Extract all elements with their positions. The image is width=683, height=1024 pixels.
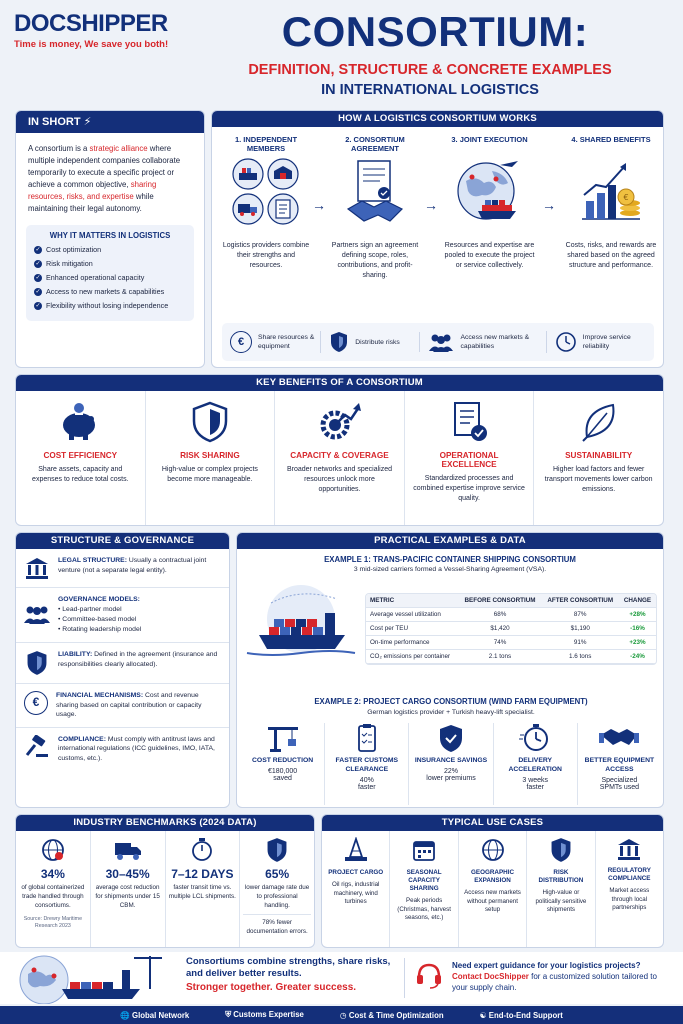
- table-cell: -16%: [619, 622, 656, 636]
- use-case-item: [527, 831, 595, 947]
- shield-icon: [329, 331, 349, 353]
- why-item: ✓ Access to new markets & capabilities: [35, 287, 165, 296]
- footer-cta: [452, 960, 674, 993]
- ex2-item-note: saved: [273, 775, 292, 782]
- use-cases-row: [322, 831, 663, 947]
- table-cell: 68%: [459, 608, 542, 622]
- how-title: HOW A LOGISTICS CONSORTIUM WORKS: [212, 111, 663, 127]
- stopwatch-icon: [189, 837, 215, 863]
- check-icon: ✓: [35, 302, 41, 309]
- benchmark-item: [166, 831, 241, 947]
- ex2-item-title: COST REDUCTION: [252, 757, 314, 764]
- bottom-item-customs: ⛨ Customs Expertise: [225, 1010, 304, 1019]
- handshake-icon: [599, 723, 639, 753]
- ex2-item-value: Specialized: [601, 777, 638, 784]
- footer-msg-1: Consortiums combine strengths, share risks, and deliver better results.: [186, 956, 391, 979]
- why-item: ✓ Cost optimization: [35, 245, 102, 254]
- table-cell: 91%: [541, 636, 618, 650]
- stopwatch-icon: [518, 723, 552, 753]
- table-cell: $1,190: [541, 622, 618, 636]
- table-row: [366, 622, 656, 636]
- shield-icon: [190, 401, 230, 443]
- table-cell: 74%: [459, 636, 542, 650]
- benchmark-text: average cost reduction for shipments under 15 CBM.: [95, 884, 160, 909]
- cta-text: Contact DocShipper for a customized solution tailored to your supply chain.: [452, 972, 657, 992]
- step-text: Logistics providers combine their strengths and resources.: [222, 242, 310, 269]
- structure-legal: LEGAL STRUCTURE: Usually a contractual joint venture (not a separate legal entity).: [16, 549, 229, 588]
- step-title: 2. CONSORTIUM AGREEMENT: [345, 135, 405, 153]
- contact-link[interactable]: Contact DocShipper: [452, 972, 529, 981]
- benefit-operational-excellence: [405, 391, 535, 525]
- table-row: [366, 650, 656, 664]
- table-cell: Average vessel utilization: [366, 608, 459, 622]
- piggy-bank-icon: [57, 401, 103, 441]
- arrow-icon: →: [542, 197, 556, 213]
- benefit-capacity-coverage: [275, 391, 405, 525]
- svg-text:€: €: [623, 193, 629, 202]
- ex2-item: [494, 723, 578, 805]
- gavel-icon: [24, 735, 50, 759]
- arrow-icon: →: [424, 197, 438, 213]
- structure-liability: LIABILITY: Defined in the agreement (insurance and responsibilities clearly allocated).: [16, 643, 229, 684]
- structure-compliance: COMPLIANCE: Must comply with antitrust laws and international regulations (ICC guidelines, IMO, IATA, customs, etc.).: [16, 728, 229, 771]
- team-icon: [24, 603, 50, 625]
- use-case-item: [390, 831, 458, 947]
- use-case-title: REGULATORY COMPLIANCE: [607, 867, 651, 882]
- ex2-item: [241, 723, 325, 805]
- bottom-strip: [0, 1006, 683, 1024]
- table-cell: 87%: [541, 608, 618, 622]
- header: [0, 0, 683, 108]
- page-subtitle-2: IN INTERNATIONAL LOGISTICS: [321, 82, 539, 98]
- page-subtitle-1: DEFINITION, STRUCTURE & CONCRETE EXAMPLES: [248, 62, 612, 78]
- truck-icon: [113, 837, 143, 863]
- table-cell: 1.6 tons: [541, 650, 618, 664]
- ex2-title: EXAMPLE 2: PROJECT CARGO CONSORTIUM (WIND FARM EQUIPMENT): [314, 697, 588, 706]
- use-case-text: Oil rigs, industrial machinery, wind turbines: [331, 881, 380, 905]
- use-cases-title: TYPICAL USE CASES: [322, 815, 663, 831]
- in-short-panel: [15, 110, 205, 368]
- step-text: Partners sign an agreement defining scope, roles, contributions, and profit-sharing.: [331, 242, 419, 279]
- globe-icon: [480, 837, 506, 863]
- use-cases-panel: [321, 814, 664, 948]
- footer-message: [186, 956, 396, 993]
- step-title: 4. SHARED BENEFITS: [571, 135, 651, 144]
- benchmark-source: Source: Drewry Maritime Research 2023: [23, 916, 83, 929]
- use-case-text: Access new markets without permanent setup: [464, 889, 521, 913]
- ex2-item-value: 3 weeks: [522, 777, 549, 784]
- handshake-icon: ☯: [479, 1010, 487, 1020]
- use-case-title: RISK DISTRIBUTION: [538, 869, 584, 884]
- how-panel: [211, 110, 664, 368]
- perk-distribute-risks: Distribute risks: [320, 331, 419, 353]
- benefit-cost-efficiency: [16, 391, 146, 525]
- tagline: Time is money, We save you both!: [14, 39, 169, 50]
- shield-icon: [548, 837, 574, 863]
- why-box: [26, 225, 194, 321]
- clock-icon: ◷: [339, 1010, 347, 1020]
- table-cell: +23%: [619, 636, 656, 650]
- use-case-text: Market access through local partnerships: [609, 887, 650, 911]
- bottom-item-support: ☯ End-to-End Support: [479, 1010, 563, 1020]
- shield-icon: ⛨: [225, 1010, 232, 1019]
- check-icon: ✓: [35, 246, 41, 253]
- perk-improve-reliability: Improve service reliability: [546, 331, 654, 353]
- benchmarks-panel: [15, 814, 315, 948]
- benefit-title: CAPACITY & COVERAGE: [290, 451, 389, 460]
- ex2-item-value: €180,000: [268, 768, 298, 775]
- gov-item: • Lead-partner model: [58, 606, 122, 613]
- globe-ship-icon: [10, 952, 170, 1004]
- check-icon: ✓: [35, 260, 41, 267]
- headset-icon: [414, 960, 444, 990]
- benefit-title: COST EFFICIENCY: [43, 451, 118, 460]
- ex2-subtitle: German logistics provider + Turkish heavy-lift specialist.: [367, 709, 535, 716]
- cta-question: Need expert guidance for your logistics projects?: [452, 961, 641, 970]
- table-cell: -24%: [619, 650, 656, 664]
- benefits-title: KEY BENEFITS OF A CONSORTIUM: [16, 375, 663, 391]
- check-icon: ✓: [35, 274, 41, 281]
- step-title: 1. INDEPENDENT MEMBERS: [234, 135, 298, 153]
- structure-financial: € FINANCIAL MECHANISMS: Cost and revenue sharing based on capital contribution or capacity usage.: [16, 684, 229, 728]
- table-cell: $1,420: [459, 622, 542, 636]
- gear-growth-icon: [317, 401, 361, 443]
- footer-divider: [404, 958, 405, 998]
- ex2-item-title: BETTER EQUIPMENT ACCESS: [584, 757, 655, 773]
- step-text: Costs, risks, and rewards are shared based on the agreed structure and performance.: [565, 242, 657, 269]
- benefit-sustainability: [534, 391, 663, 525]
- ex2-item-title: FASTER CUSTOMS CLEARANCE: [335, 757, 399, 773]
- ex2-item-value: 40%: [359, 777, 374, 784]
- ex2-item-title: INSURANCE SAVINGS: [414, 757, 488, 764]
- ex2-item: [578, 723, 661, 805]
- ex1-table: [365, 593, 657, 665]
- benchmark-value: 34%: [40, 867, 65, 881]
- benefit-title: SUSTAINABILITY: [565, 451, 633, 460]
- shield-icon: [264, 837, 290, 863]
- table-cell: On-time performance: [366, 636, 459, 650]
- benefit-text: High-value or complex projects become more manageable.: [161, 466, 258, 483]
- ex2-item-title: DELIVERY ACCELERATION: [508, 757, 562, 773]
- calendar-icon: [411, 837, 437, 863]
- table-cell: 2.1 tons: [459, 650, 542, 664]
- clock-icon: [555, 331, 577, 353]
- ex2-item: [325, 723, 409, 805]
- benchmark-extra: 78% fewer documentation errors.: [243, 914, 311, 936]
- benefit-text: Standardized processes and combined expertise improve service quality.: [413, 475, 525, 502]
- step-independent-members: [222, 135, 310, 271]
- structure-panel: [15, 532, 230, 808]
- ex2-item-note: lower premiums: [426, 775, 476, 782]
- benefit-text: Higher load factors and fewer transport movements lower carbon emissions.: [544, 466, 653, 493]
- use-case-item: [459, 831, 527, 947]
- agreement-icon: [340, 157, 410, 227]
- benchmark-value: 7–12 DAYS: [171, 867, 234, 881]
- structure-title: STRUCTURE & GOVERNANCE: [16, 533, 229, 549]
- step-joint-execution: [442, 135, 537, 271]
- table-cell: Cost per TEU: [366, 622, 459, 636]
- use-case-title: PROJECT CARGO: [328, 869, 384, 876]
- table-row: [366, 608, 656, 622]
- use-case-title: SEASONAL CAPACITY SHARING: [406, 869, 442, 892]
- benefit-risk-sharing: [146, 391, 276, 525]
- benefit-title: RISK SHARING: [180, 451, 240, 460]
- check-icon: ✓: [35, 288, 41, 295]
- structure-governance: GOVERNANCE MODELS: • Lead-partner model • Committee-based model • Rotating leadership model: [16, 588, 229, 643]
- leaf-icon: [579, 401, 619, 443]
- clipboard-check-icon: [350, 723, 384, 753]
- institution-icon: [616, 837, 642, 861]
- why-list: [34, 245, 186, 310]
- gov-item: • Committee-based model: [58, 616, 137, 623]
- benchmarks-row: [16, 831, 314, 947]
- footer-msg-2: Stronger together. Greater success.: [186, 982, 357, 993]
- in-short-text: A consortium is a strategic alliance where multiple independent companies collaborate temporarily to execute a specific project or achieve a common objective, sharing resources, risks, and expertise while maintaining their legal autonomy.: [28, 144, 181, 213]
- members-icon: [231, 157, 301, 227]
- globe-icon: [40, 837, 66, 863]
- team-icon: [428, 332, 454, 352]
- ex2-item-note: faster: [358, 784, 376, 791]
- use-case-title: GEOGRAPHIC EXPANSION: [470, 869, 515, 884]
- benefits-panel: [15, 374, 664, 526]
- oil-rig-icon: [342, 837, 370, 863]
- ex2-item: [409, 723, 493, 805]
- ex2-item-note: faster: [526, 784, 544, 791]
- bottom-item-global-network: 🌐 Global Network: [120, 1010, 190, 1020]
- benchmark-value: 30–45%: [105, 867, 150, 881]
- examples-panel: [236, 532, 664, 808]
- why-title: WHY IT MATTERS IN LOGISTICS: [49, 231, 171, 240]
- benefit-text: Broader networks and specialized resources unlock more opportunities.: [286, 466, 393, 493]
- perks-row: [222, 323, 654, 361]
- ex2-item-note: SPMTs used: [599, 784, 640, 791]
- benefit-text: Share assets, capacity and expenses to reduce total costs.: [32, 466, 129, 483]
- shield-check-icon: [434, 723, 468, 753]
- benchmark-text: faster transit time vs. multiple LCL shipments.: [168, 884, 236, 900]
- perk-share-resources: € Share resources & equipment: [222, 331, 320, 353]
- use-case-text: High-value or politically sensitive shipments: [535, 889, 587, 913]
- step-consortium-agreement: [330, 135, 420, 281]
- benchmark-text: lower damage rate due to professional handling.: [244, 884, 310, 909]
- benchmark-value: 65%: [265, 867, 290, 881]
- benchmark-item: [16, 831, 91, 947]
- ex1-subtitle: 3 mid-sized carriers formed a Vessel-Sharing Agreement (VSA).: [353, 566, 547, 573]
- why-item: ✓ Flexibility without losing independence: [35, 301, 169, 310]
- use-case-item: [596, 831, 663, 947]
- logo[interactable]: [14, 10, 168, 50]
- globe-icon: 🌐: [120, 1010, 130, 1020]
- checklist-icon: [449, 401, 489, 443]
- why-item: ✓ Enhanced operational capacity: [35, 273, 145, 282]
- benchmarks-title: INDUSTRY BENCHMARKS (2024 DATA): [16, 815, 314, 831]
- benefit-title: OPERATIONAL EXCELLENCE: [439, 451, 499, 469]
- examples-title: PRACTICAL EXAMPLES & DATA: [237, 533, 663, 549]
- table-header-row: METRIC BEFORE CONSORTIUM AFTER CONSORTIUM CHANGE: [366, 594, 656, 608]
- euro-icon: €: [24, 691, 48, 715]
- footer-banner: [0, 952, 683, 1004]
- ex1-title: EXAMPLE 1: TRANS-PACIFIC CONTAINER SHIPPING CONSORTIUM: [324, 555, 576, 564]
- bottom-item-optimization: ◷ Cost & Time Optimization: [339, 1010, 444, 1020]
- table-row: [366, 636, 656, 650]
- how-steps: [212, 127, 663, 322]
- use-case-item: [322, 831, 390, 947]
- in-short-title: IN SHORT ⚡: [16, 111, 204, 133]
- container-ship-icon: [241, 583, 361, 663]
- benefits-row: [16, 391, 663, 525]
- benchmark-text: of global containerized trade handled through consortiums.: [21, 884, 85, 909]
- bolt-icon: ⚡: [83, 116, 92, 128]
- gov-item: • Rotating leadership model: [58, 626, 142, 633]
- ex2-item-value: 22%: [444, 768, 459, 775]
- globe-ship-icon: [452, 157, 528, 227]
- crane-icon: [266, 723, 300, 753]
- logo-text: DOCSHIPPER: [14, 10, 168, 37]
- perk-access-markets: Access new markets & capabilities: [419, 332, 545, 352]
- step-title: 3. JOINT EXECUTION: [451, 135, 528, 144]
- arrow-icon: →: [312, 197, 326, 213]
- page-title: CONSORTIUM:: [281, 8, 589, 55]
- benchmark-item: [240, 831, 314, 947]
- ex2-row: [241, 723, 661, 805]
- step-text: Resources and expertise are pooled to execute the project or service collectively.: [444, 242, 535, 269]
- why-item: ✓ Risk mitigation: [35, 259, 93, 268]
- institution-icon: [24, 556, 50, 580]
- growth-coins-icon: [576, 157, 646, 227]
- euro-cycle-icon: €: [230, 331, 252, 353]
- table-cell: CO₂ emissions per container: [366, 650, 459, 664]
- benchmark-item: [91, 831, 166, 947]
- table-cell: +28%: [619, 608, 656, 622]
- step-shared-benefits: [562, 135, 660, 271]
- use-case-text: Peak periods (Christmas, harvest seasons, etc.): [397, 897, 451, 921]
- shield-icon: [24, 650, 50, 676]
